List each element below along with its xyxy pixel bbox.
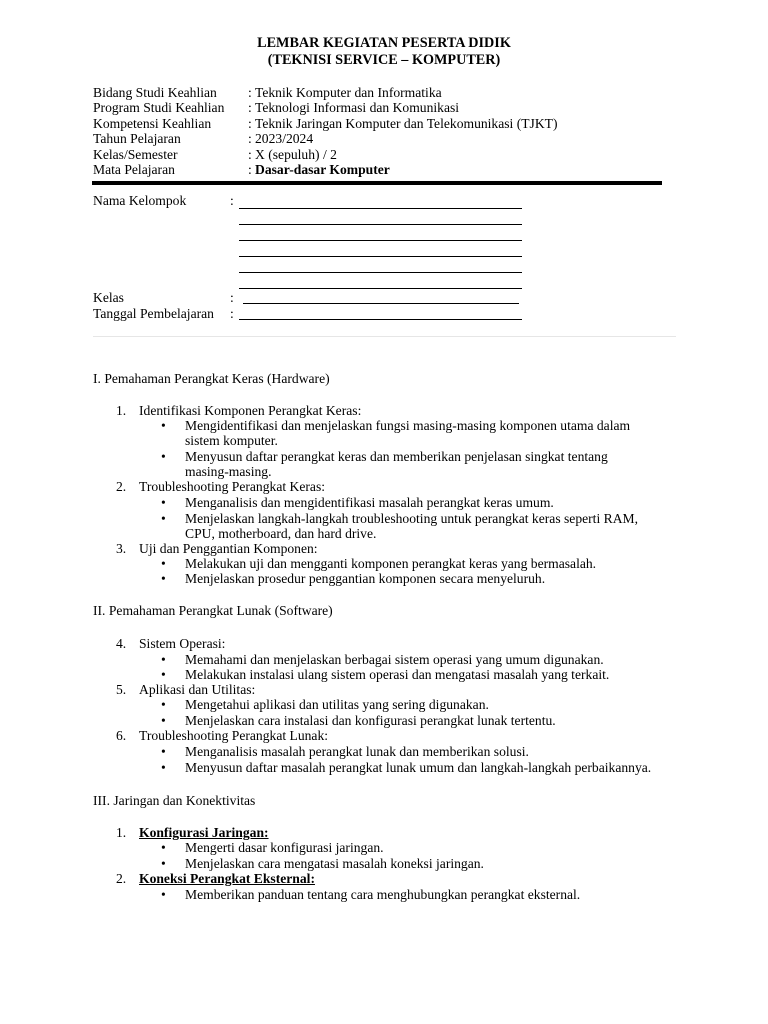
- field-label: Nama Kelompok: [93, 193, 187, 208]
- bullet-icon: •: [161, 760, 166, 775]
- bullet-text: Memahami dan menjelaskan berbagai sistem operasi yang umum digunakan.: [185, 652, 604, 667]
- info-label: Program Studi Keahlian: [93, 100, 225, 115]
- item-title: Troubleshooting Perangkat Keras:: [139, 479, 326, 494]
- bullet-text: Mengetahui aplikasi dan utilitas yang sering digunakan.: [185, 697, 489, 712]
- section-heading: I. Pemahaman Perangkat Keras (Hardware): [93, 371, 330, 386]
- bullet-icon: •: [161, 449, 166, 464]
- item-title-text: Koneksi Perangkat Eksternal:: [139, 871, 315, 886]
- bullet-text: masing-masing.: [185, 464, 272, 479]
- info-colon: :: [248, 85, 252, 100]
- item-title: [139, 871, 315, 886]
- bullet-icon: •: [161, 495, 166, 510]
- kelas-line[interactable]: [243, 303, 519, 304]
- bullet-text: CPU, motherboard, dan hard drive.: [185, 526, 377, 541]
- nama-kelompok-line-1[interactable]: [239, 208, 522, 209]
- bullet-text: Menjelaskan cara instalasi dan konfigurasi perangkat lunak tertentu.: [185, 713, 556, 728]
- item-title: Troubleshooting Perangkat Lunak:: [139, 728, 329, 743]
- info-value: Dasar-dasar Komputer: [255, 162, 390, 177]
- bullet-text: Menyusun daftar masalah perangkat lunak umum dan langkah-langkah perbaikannya.: [185, 760, 652, 775]
- nama-kelompok-line-4[interactable]: [239, 256, 522, 257]
- bullet-text: Menganalisis masalah perangkat lunak dan memberikan solusi.: [185, 744, 529, 759]
- info-label: Kompetensi Keahlian: [93, 116, 212, 131]
- bullet-icon: •: [161, 556, 166, 571]
- bullet-text: sistem komputer.: [185, 433, 278, 448]
- bullet-text: Menyusun daftar perangkat keras dan memberikan penjelasan singkat tentang: [185, 449, 608, 464]
- info-value: Teknik Komputer dan Informatika: [255, 85, 442, 100]
- field-label: Tanggal Pembelajaran: [93, 306, 214, 321]
- nama-kelompok-line-6[interactable]: [239, 288, 522, 289]
- bullet-text: Memberikan panduan tentang cara menghubungkan perangkat eksternal.: [185, 887, 581, 902]
- field-colon: :: [230, 306, 234, 321]
- item-number: 1.: [116, 825, 127, 840]
- bullet-text: Melakukan uji dan mengganti komponen perangkat keras yang bermasalah.: [185, 556, 597, 571]
- bullet-text: Menjelaskan cara mengatasi masalah koneksi jaringan.: [185, 856, 484, 871]
- doc-title: LEMBAR KEGIATAN PESERTA DIDIK: [257, 35, 511, 51]
- info-colon: :: [248, 100, 252, 115]
- bullet-icon: •: [161, 840, 166, 855]
- item-number: 2.: [116, 871, 127, 886]
- bullet-icon: •: [161, 571, 166, 586]
- info-colon: :: [248, 147, 252, 162]
- item-title: Identifikasi Komponen Perangkat Keras:: [139, 403, 362, 418]
- bullet-text: Mengerti dasar konfigurasi jaringan.: [185, 840, 384, 855]
- info-value: 2023/2024: [255, 131, 314, 146]
- info-value: Teknik Jaringan Komputer dan Telekomunikasi (TJKT): [255, 116, 558, 131]
- bullet-icon: •: [161, 418, 166, 433]
- info-value: X (sepuluh) / 2: [255, 147, 337, 162]
- item-title: Uji dan Penggantian Komponen:: [139, 541, 318, 556]
- info-label: Tahun Pelajaran: [93, 131, 181, 146]
- bullet-text: Menjelaskan langkah-langkah troubleshooting untuk perangkat keras seperti RAM,: [185, 511, 639, 526]
- info-colon: :: [248, 116, 252, 131]
- faint-divider: [93, 336, 676, 337]
- bullet-text: Menganalisis dan mengidentifikasi masalah perangkat keras umum.: [185, 495, 554, 510]
- item-number: 4.: [116, 636, 127, 651]
- bullet-icon: •: [161, 713, 166, 728]
- field-colon: :: [230, 193, 234, 208]
- doc-subtitle: (TEKNISI SERVICE – KOMPUTER): [267, 52, 501, 68]
- field-colon: :: [230, 290, 234, 305]
- bullet-icon: •: [161, 856, 166, 871]
- field-label: Kelas: [93, 290, 124, 305]
- item-title: [139, 825, 269, 840]
- item-number: 3.: [116, 541, 127, 556]
- item-number: 1.: [116, 403, 127, 418]
- nama-kelompok-line-3[interactable]: [239, 240, 522, 241]
- bullet-text: Mengidentifikasi dan menjelaskan fungsi masing-masing komponen utama dalam: [185, 418, 631, 433]
- info-value: Teknologi Informasi dan Komunikasi: [255, 100, 460, 115]
- item-number: 2.: [116, 479, 127, 494]
- info-label: Bidang Studi Keahlian: [93, 85, 217, 100]
- item-title: Sistem Operasi:: [139, 636, 226, 651]
- item-number: 6.: [116, 728, 127, 743]
- info-colon: :: [248, 131, 252, 146]
- tanggal-line[interactable]: [239, 319, 522, 320]
- bullet-text: Melakukan instalasi ulang sistem operasi dan mengatasi masalah yang terkait.: [185, 667, 610, 682]
- bullet-icon: •: [161, 667, 166, 682]
- bullet-icon: •: [161, 652, 166, 667]
- info-label: Mata Pelajaran: [93, 162, 175, 177]
- nama-kelompok-line-2[interactable]: [239, 224, 522, 225]
- item-title-text: Konfigurasi Jaringan:: [139, 825, 269, 840]
- bullet-text: Menjelaskan prosedur penggantian komponen secara menyeluruh.: [185, 571, 546, 586]
- section-heading: II. Pemahaman Perangkat Lunak (Software): [93, 603, 333, 618]
- bullet-icon: •: [161, 887, 166, 902]
- section-heading: III. Jaringan dan Konektivitas: [93, 793, 256, 808]
- info-label: Kelas/Semester: [93, 147, 178, 162]
- bullet-icon: •: [161, 511, 166, 526]
- header-rule: [92, 181, 662, 185]
- info-colon: :: [248, 162, 252, 177]
- item-number: 5.: [116, 682, 127, 697]
- bullet-icon: •: [161, 697, 166, 712]
- nama-kelompok-line-5[interactable]: [239, 272, 522, 273]
- bullet-icon: •: [161, 744, 166, 759]
- item-title: Aplikasi dan Utilitas:: [139, 682, 256, 697]
